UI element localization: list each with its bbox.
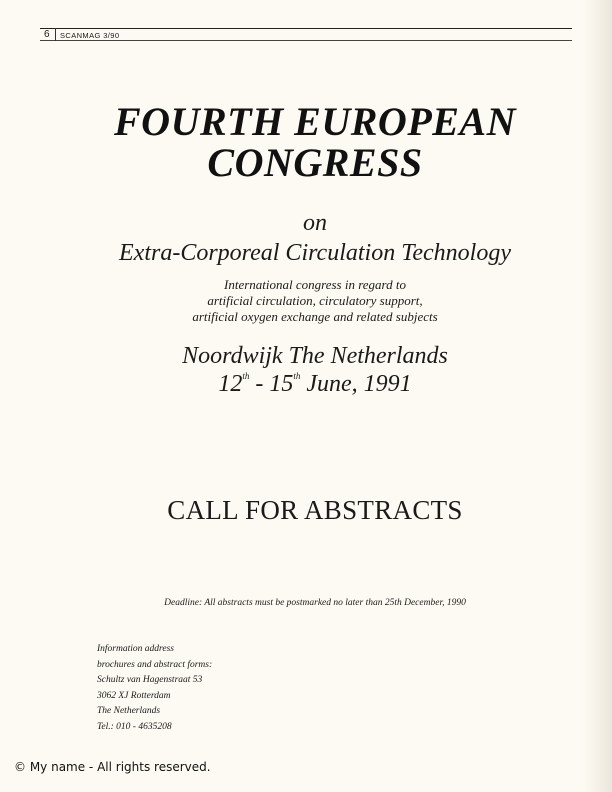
description-line: artificial oxygen exchange and related subjects	[192, 309, 438, 324]
start-day: 12	[218, 371, 243, 397]
address-line: The Netherlands	[97, 706, 161, 716]
congress-description	[60, 277, 570, 325]
information-address	[97, 642, 212, 735]
address-line: Tel.: 010 - 4635208	[97, 721, 172, 732]
congress-location: Noordwijk The Netherlands	[182, 343, 448, 369]
congress-dates	[60, 370, 570, 398]
copyright-notice: © My name - All rights reserved.	[14, 760, 211, 774]
address-line: Information address	[97, 644, 174, 654]
end-day-suffix: th	[293, 371, 301, 381]
date-separator: -	[249, 371, 270, 397]
page-edge-shadow	[584, 0, 612, 792]
description-line: artificial circulation, circulatory support,	[207, 293, 423, 308]
month-year: June, 1991	[300, 371, 412, 397]
congress-subtitle: Extra-Corporeal Circulation Technology	[119, 240, 511, 266]
deadline-notice: Deadline: All abstracts must be postmarked no later than 25th December, 1990	[164, 598, 466, 608]
page-number: 6	[44, 29, 50, 40]
description-line: International congress in regard to	[224, 277, 406, 292]
start-day-suffix: th	[242, 371, 250, 381]
header-bottom-rule	[40, 40, 572, 41]
end-day: 15	[269, 371, 294, 397]
address-line: brochures and abstract forms:	[97, 659, 213, 670]
on-word: on	[303, 210, 327, 236]
title-line-1: FOURTH EUROPEAN	[114, 99, 516, 144]
call-for-abstracts-heading: CALL FOR ABSTRACTS	[167, 495, 463, 525]
address-line: Schultz van Hagenstraat 53	[97, 675, 203, 685]
header-top-rule	[40, 28, 572, 29]
title-line-2: CONGRESS	[207, 140, 423, 185]
address-line: 3062 XJ Rotterdam	[97, 690, 171, 701]
magazine-issue-label: SCANMAG 3/90	[60, 31, 120, 40]
header-divider	[55, 28, 56, 41]
